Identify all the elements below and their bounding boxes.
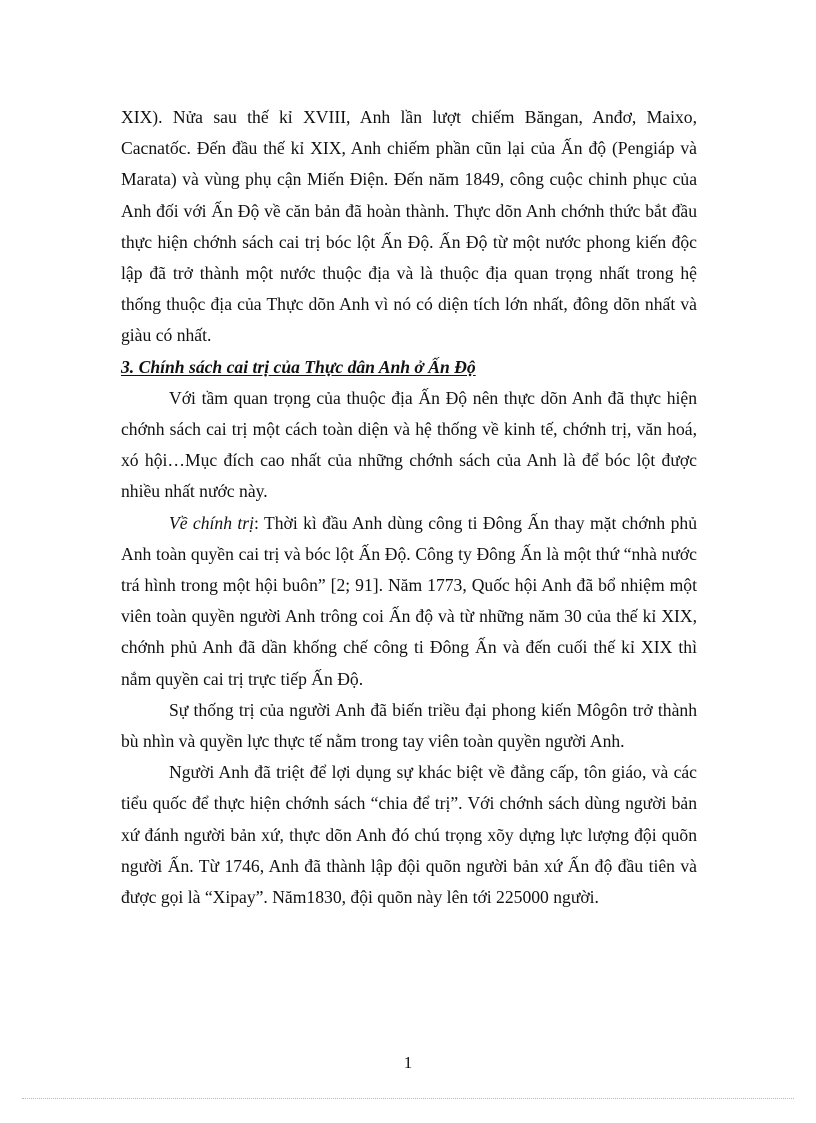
paragraph-mughal-puppet: Sự thống trị của người Anh đã biến triều đại phong kiến Môgôn trở thành bù nhìn và quyền lực thực tế nằm trong tay viên toàn quyền người Anh.: [121, 699, 697, 752]
footer-divider: [22, 1098, 794, 1099]
paragraph-politics: [121, 508, 697, 695]
page-number: 1: [403, 1053, 413, 1072]
document-page: [121, 102, 697, 913]
politics-body: : Thời kì đầu Anh dùng công ti Đông Ấn thay mặt chớnh phủ Anh toàn quyền cai trị và bóc lột Ấn Độ. Công ty Đông Ấn là một thứ “nhà nước trá hình trong một hội buôn” [2; 91]. Năm 1773, Quốc hội Anh đã bổ nhiệm một viên toàn quyền người Anh trông coi Ấn độ và từ những năm 30 của thế kỉ XIX, chớnh phủ Anh đã dần khống chế công ti Đông Ấn và đến cuối thế kỉ XIX thì nắm quyền cai trị trực tiếp Ấn Độ.: [121, 512, 697, 689]
paragraph-policy-overview: Với tầm quan trọng của thuộc địa Ấn Độ nên thực dõn Anh đã thực hiện chớnh sách cai trị một cách toàn diện và hệ thống về kinh tế, chớnh trị, văn hoá, xó hội…Mục đích cao nhất của những chớnh sách của Anh là để bóc lột được nhiều nhất nước này.: [121, 387, 697, 502]
paragraph-divide-and-rule: Người Anh đã triệt để lợi dụng sự khác biệt về đẳng cấp, tôn giáo, và các tiểu quốc để thực hiện chớnh sách “chia để trị”. Với chớnh sách dùng người bản xứ đánh người bản xứ, thực dõn Anh đó chú trọng xõy dựng lực lượng đội quõn người Ấn. Từ 1746, Anh đã thành lập đội quõn người bản xứ Ấn độ đầu tiên và được gọi là “Xipay”. Năm1830, đội quõn này lên tới 225000 người.: [121, 762, 697, 908]
politics-lead: Về chính trị: [169, 512, 255, 533]
section-heading: 3. Chính sách cai trị của Thực dân Anh ở Ấn Độ: [121, 356, 476, 377]
paragraph-conquest-summary: XIX). Nửa sau thế kỉ XVIII, Anh lần lượt chiếm Băngan, Anđơ, Maixo, Cacnatốc. Đến đầu thế kỉ XIX, Anh chiếm phần cũn lại của Ấn độ (Pengiáp và Marata) và vùng phụ cận Miến Điện. Đến năm 1849, công cuộc chinh phục của Anh đối với Ấn Độ về căn bản đã hoàn thành. Thực dõn Anh chớnh thức bắt đầu thực hiện chớnh sách cai trị bóc lột Ấn Độ. Ấn Độ từ một nước phong kiến độc lập đã trở thành một nước thuộc địa và là thuộc địa quan trọng nhất trong hệ thống thuộc địa của Thực dõn Anh vì nó có diện tích lớn nhất, đông dõn nhất và giàu có nhất.: [121, 107, 697, 346]
